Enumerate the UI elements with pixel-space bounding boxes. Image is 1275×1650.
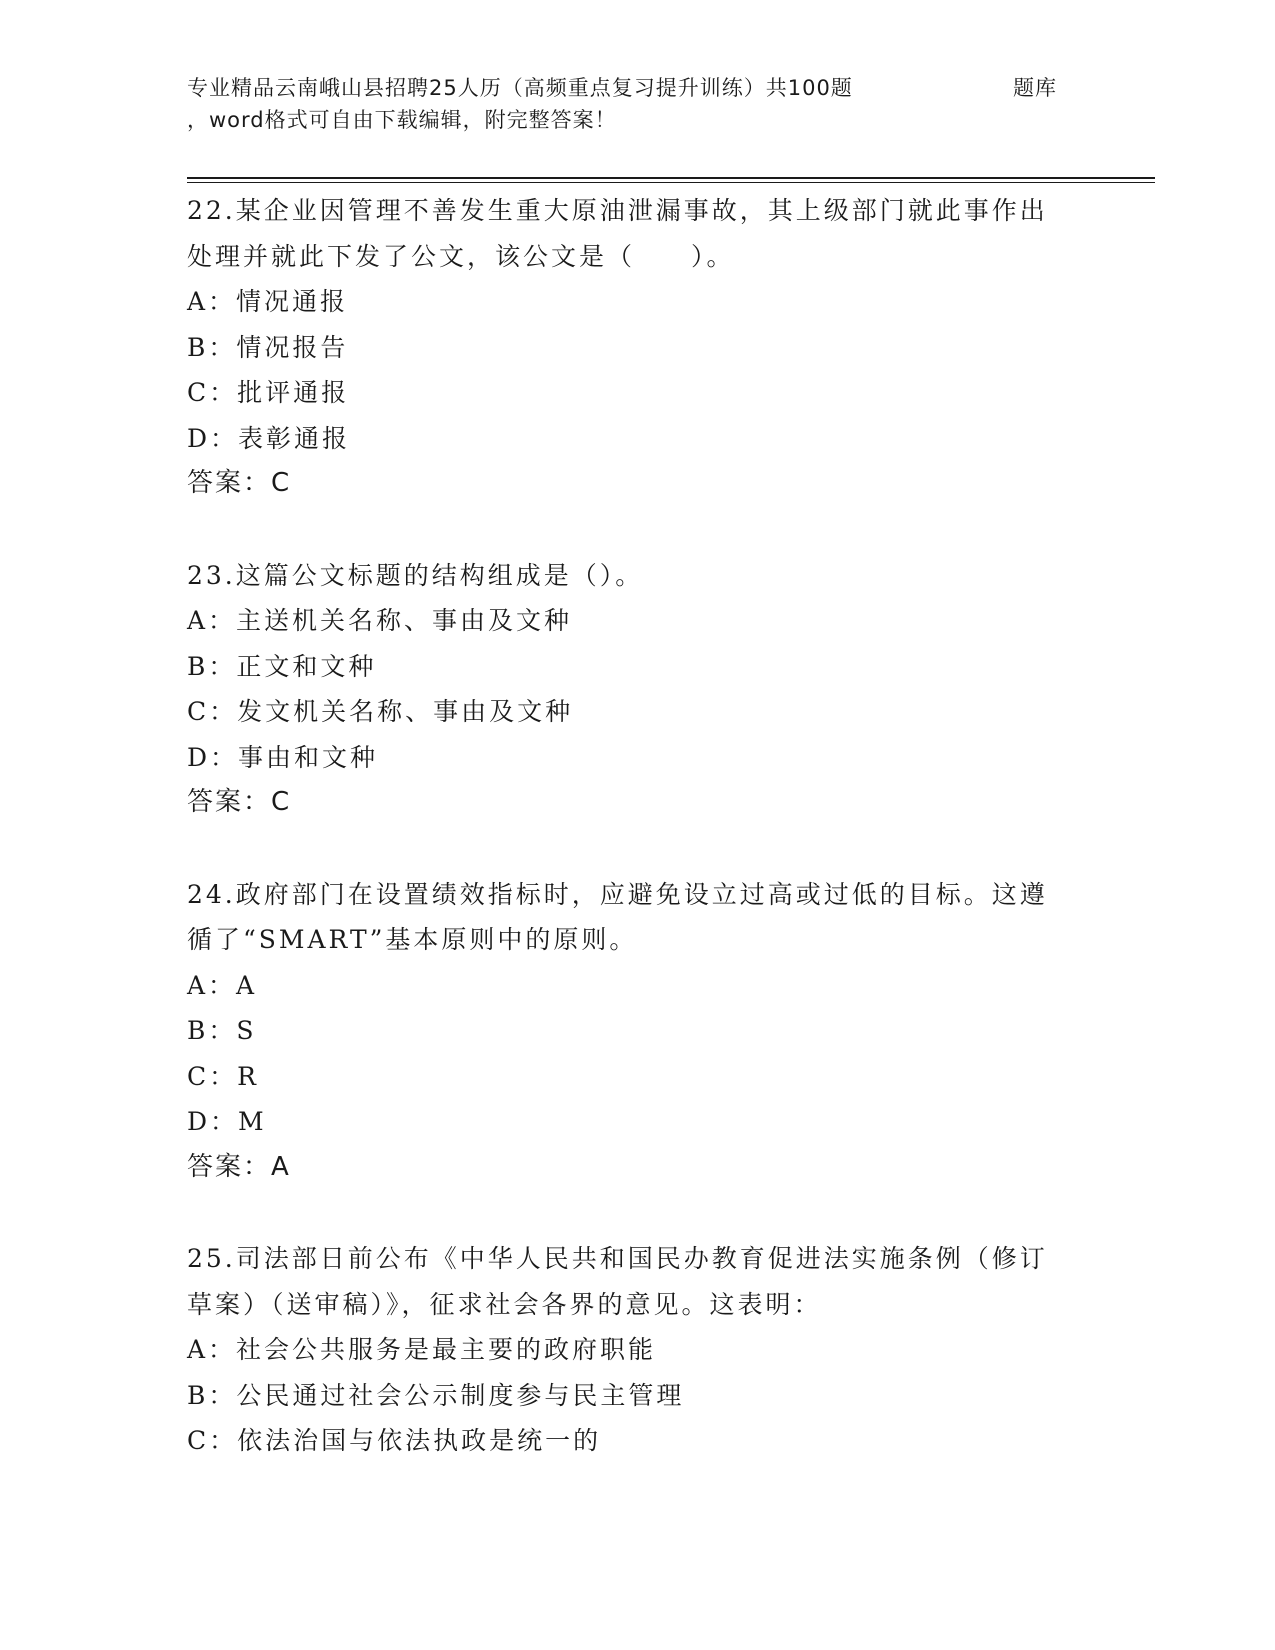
document-title: 专业精品云南峨山县招聘25人历（高频重点复习提升训练）共100题 [187, 76, 853, 100]
question-22 [187, 188, 1067, 507]
answer-text: 答案：C [187, 468, 292, 498]
answer-text: 答案：A [187, 1151, 291, 1182]
option-a: A：A [187, 970, 258, 1000]
header-divider-thin [187, 182, 1155, 183]
document-header [187, 72, 1067, 136]
question-stem: 24.政府部门在设置绩效指标时，应避免设立过高或过低的目标。这遵循了“SMART”基本原则中的原则。 [187, 879, 1048, 954]
question-stem: 23.这篇公文标题的结构组成是（）。 [187, 560, 644, 590]
question-stem: 22.某企业因管理不善发生重大原油泄漏事故，其上级部门就此事作出处理并就此下发了公文，该公文是（ ）。 [187, 196, 1048, 271]
header-divider-thick [187, 177, 1155, 179]
answer-text: 答案：C [187, 787, 292, 817]
option-b: B：公民通过社会公示制度参与民主管理 [187, 1380, 685, 1410]
option-d: D：事由和文种 [187, 742, 379, 772]
header-line-1 [187, 72, 1067, 104]
document-subtitle: ，word格式可自由下载编辑，附完整答案！ [187, 108, 617, 132]
question-list [187, 188, 1067, 1510]
option-c: C：依法治国与依法执政是统一的 [187, 1426, 602, 1455]
question-23 [187, 553, 1067, 826]
option-c: C：R [187, 1061, 259, 1091]
header-tag: 题库 [1013, 76, 1057, 100]
option-c: C：发文机关名称、事由及文种 [187, 697, 574, 726]
option-d: D：表彰通报 [187, 423, 351, 453]
option-b: B：S [187, 1016, 257, 1045]
question-stem: 25.司法部日前公布《中华人民共和国民办教育促进法实施条例（修订草案）（送审稿）》，征求社会各界的意见。这表明： [187, 1244, 1048, 1319]
option-a: A：情况通报 [187, 287, 349, 316]
option-c: C：批评通报 [187, 378, 350, 407]
option-a: A：主送机关名称、事由及文种 [187, 606, 573, 635]
option-b: B：情况报告 [187, 332, 349, 362]
option-d: D：M [187, 1107, 267, 1136]
option-b: B：正文和文种 [187, 651, 377, 681]
question-24 [187, 872, 1067, 1191]
option-a: A：社会公共服务是最主要的政府职能 [187, 1335, 657, 1364]
question-25 [187, 1236, 1067, 1464]
